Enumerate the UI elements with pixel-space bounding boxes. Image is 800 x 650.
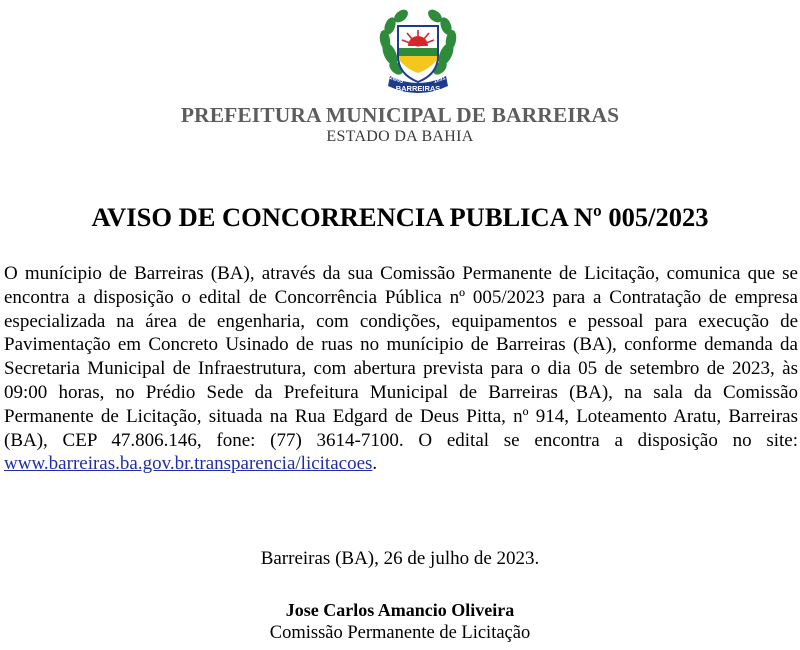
organization-state: ESTADO DA BAHIA (326, 128, 474, 145)
signer-role: Comissão Permanente de Licitação (269, 623, 531, 643)
notice-body (4, 262, 798, 476)
signer-name: Jose Carlos Amancio Oliveira (285, 600, 515, 620)
notice-body-end: . (372, 453, 378, 475)
municipal-crest-logo (368, 4, 468, 104)
crest-emblem (368, 4, 468, 104)
organization-name: PREFEITURA MUNICIPAL DE BARREIRAS (180, 103, 620, 127)
licitacoes-link[interactable]: www.barreiras.ba.gov.br.transparencia/licitacoes (4, 453, 373, 475)
date-line: Barreiras (BA), 26 de julho de 2023. (260, 548, 540, 569)
notice-title: AVISO DE CONCORRENCIA PUBLICA Nº 005/2023 (91, 202, 709, 232)
notice-body-text: O munícipio de Barreiras (BA), através da sua Comissão Permanente de Licitação, comunica que se encontra a disposição o edital de Concorrência Pública nº 005/2023 para a Contratação de empresa especializada na área de engenharia, com condições, equipamentos e pessoal para execução de Pavimentação em Concreto Usinado de ruas no munícipio de Barreiras (BA), conforme demanda da Secretaria Municipal de Infraestrutura, com abertura prevista para o dia 05 de setembro de 2023, às 09:00 horas, no Prédio Sede da Prefeitura Municipal de Barreiras (BA), na sala da Comissão Permanente de Licitação, situada na Rua Edgard de Deus Pitta, nº 914, Loteamento Aratu, Barreiras (BA), CEP 47.806.146, fone: (77) 3614-7100. O edital se encontra a disposição no site: (4, 263, 798, 451)
crest-year-left: 26/05 (388, 74, 404, 86)
crest-year-right: 1891 (432, 75, 447, 85)
crest-banner-text: BARREIRAS (395, 84, 441, 93)
